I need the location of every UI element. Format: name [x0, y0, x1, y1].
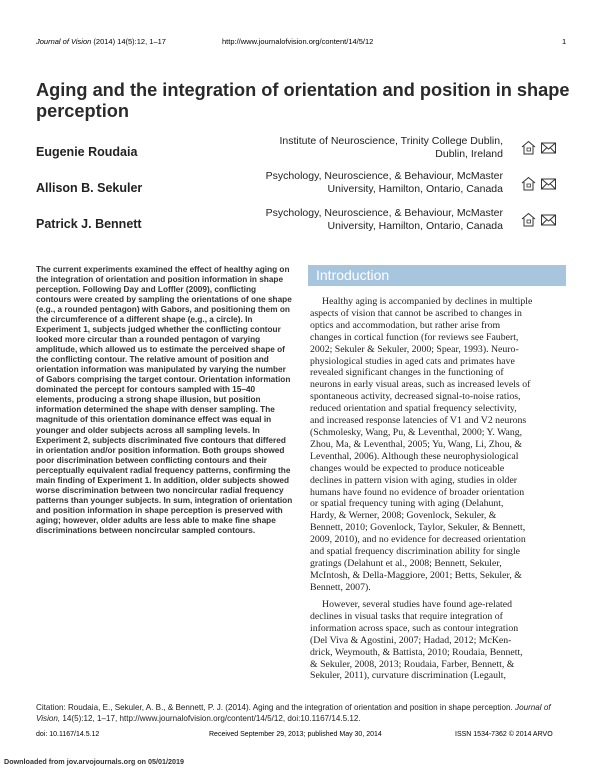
affil-line: Institute of Neuroscience, Trinity College Dublin,	[279, 135, 503, 147]
text-line: & Sekuler, 2008, 2013; Roudaia, Farber, Bennett, &	[310, 658, 515, 670]
section-heading: Introduction	[316, 267, 390, 283]
text-line: However, several studies have found age-related	[322, 599, 513, 610]
text-line: and spatial frequency discrimination ability for single	[310, 546, 521, 558]
footer-received: Received September 29, 2013; published May 30, 2014	[209, 731, 382, 738]
text-line: information across space, such as contour integration	[310, 622, 519, 634]
text-line: neurons in early visual areas, such as increased levels of	[310, 379, 531, 391]
affil-line: University, Hamilton, Ontario, Canada	[327, 183, 503, 195]
page-title: Aging and the integration of orientation and position in shape perception	[36, 80, 570, 121]
home-icon[interactable]	[521, 176, 536, 191]
text-line: 2009, 2010), and no evidence for decreased orientation	[310, 534, 526, 546]
email-icon[interactable]	[541, 176, 556, 191]
text-line: Hardy, & Werner, 2008; Govenlock, Sekuler, &	[310, 510, 497, 522]
home-icon[interactable]	[521, 212, 536, 227]
text-line: 2002; Sekuler & Sekuler, 2000; Spear, 1993). Neuro-	[310, 343, 519, 355]
page-number: 1	[562, 37, 567, 46]
author-name: Patrick J. Bennett	[36, 217, 142, 231]
text-line: declines in visual tasks that require integration of	[310, 610, 503, 622]
intro-paragraph-1	[310, 296, 576, 594]
text-line: (Schmolesky, Wang, Pu, & Leventhal, 2000; Y. Wang,	[310, 426, 523, 438]
text-line: reduced orientation and spatial frequency selectivity,	[310, 403, 517, 415]
author-affiliation	[253, 170, 503, 196]
text-line: revealed significant changes in the functioning of	[310, 367, 504, 379]
author-affiliation	[253, 135, 503, 161]
abstract: The current experiments examined the effect of healthy aging on the integration of orientation and position information in shape perception. Following Day and Loffler (2009), conflicting contours were created by sampling the orientations of one shape (e.g., a rounded pentagon) with Gabors, and positioning them on the circumference of a different shape (e.g., a circle). In Experiment 1, subjects judged whether the conflicting contour looked more circular than a rounded pentagon of varying amplitude, which allowed us to estimate the perceived shape of the conflicting contour. The relative amount of position and orientation information was manipulated by varying the number of Gabors comprising the target contour. Orientation information dominated the percept for contours sampled with 15–40 elements, producing a strong shape illusion, but position information determined the shape with denser sampling. The magnitude of this orientation dominance effect was equal in younger and older subjects across all sampling levels. In Experiment 2, subjects discriminated five contours that differed in orientation and/or position information. Both groups showed poor discrimination between conflicting contours and their perceptually equivalent radial frequency patterns, confirming the main finding of Experiment 1. In addition, older subjects showed worse discrimination between two noncircular radial frequency patterns than younger subjects. In sum, integration of orientation and position information in shape perception is preserved with aging; however, older adults are less able to make fine shape discriminations between noncircular sampled contours.	[36, 265, 293, 535]
author-affiliation	[253, 207, 503, 233]
citation-prefix: Citation: Roudaia, E., Sekuler, A. B., & Bennett, P. J. (2014). Aging and the integration of orientation and position in shape perception.	[36, 703, 513, 712]
text-line: Leventhal, 2006). Although these neurophysiological	[310, 450, 519, 462]
journal-ref: (2014) 14(5):12, 1–17	[93, 37, 166, 46]
text-line: physiological studies in aged cats and primates have	[310, 355, 515, 367]
text-line: optics and accommodation, but rather arise from	[310, 319, 501, 331]
home-icon[interactable]	[521, 140, 536, 155]
text-line: Bennett, 2007).	[310, 581, 371, 593]
footer-doi: doi: 10.1167/14.5.12	[36, 731, 100, 738]
author-name: Allison B. Sekuler	[36, 181, 143, 195]
text-line: (Del Viva & Agostini, 2007; Hadad, 2012; McKen-	[310, 634, 512, 646]
text-line: changes in cortical function (for reviews see Faubert,	[310, 331, 519, 343]
affil-line: Psychology, Neuroscience, & Behaviour, McMaster	[265, 207, 503, 219]
affil-line: Psychology, Neuroscience, & Behaviour, McMaster	[265, 170, 503, 182]
journal-url[interactable]: http://www.journalofvision.org/content/14/5/12	[222, 37, 374, 46]
text-line: gratings (Delahunt et al., 2008; Bennett, Sekuler,	[310, 557, 502, 569]
text-line: Healthy aging is accompanied by declines in multiple	[322, 296, 533, 307]
journal-name: Journal of Vision	[36, 37, 92, 46]
text-line: humans have found no evidence of broader orientation	[310, 486, 525, 498]
text-line: and increased response latencies of V1 and V2 neurons	[310, 415, 527, 427]
citation	[36, 703, 576, 724]
text-line: spontaneous activity, decreased signal-to-noise ratios,	[310, 391, 521, 403]
text-line: or spatial frequency tuning with aging (Delahunt,	[310, 498, 504, 510]
text-line: McIntosh, & Della-Maggiore, 2001; Betts, Sekuler, &	[310, 569, 522, 581]
author-name: Eugenie Roudaia	[36, 145, 138, 159]
text-line: Bennett, 2010; Govenlock, Taylor, Sekuler, & Bennett,	[310, 522, 526, 534]
download-notice: Downloaded from jov.arvojournals.org on 05/01/2019	[4, 757, 184, 766]
email-icon[interactable]	[541, 212, 556, 227]
footer-issn: ISSN 1534-7362 © 2014 ARVO	[455, 731, 553, 738]
text-line: Zhou, Ma, & Leventhal, 2005; Yu, Wang, Li, Zhou, &	[310, 438, 522, 450]
citation-suffix: 14(5):12, 1–17, http://www.journalofvision.org/content/14/5/12, doi:10.1167/14.5.12.	[62, 713, 361, 723]
affil-line: Dublin, Ireland	[435, 148, 503, 160]
text-line: Sekuler, 2011), curvature discrimination (Legault,	[310, 670, 506, 682]
email-icon[interactable]	[541, 140, 556, 155]
affil-line: University, Hamilton, Ontario, Canada	[327, 220, 503, 232]
citation-journal: Journal of Vision,	[36, 703, 551, 723]
text-line: changes would be expected to produce noticeable	[310, 462, 505, 474]
text-line: aspects of vision that cannot be ascribed to changes in	[310, 307, 522, 319]
text-line: drick, Weymouth, & Battista, 2010; Roudaia, Bennett,	[310, 646, 523, 658]
intro-paragraph-2	[310, 599, 576, 682]
text-line: declines in pattern vision with aging, studies in older	[310, 474, 518, 486]
journal-header	[36, 37, 166, 46]
